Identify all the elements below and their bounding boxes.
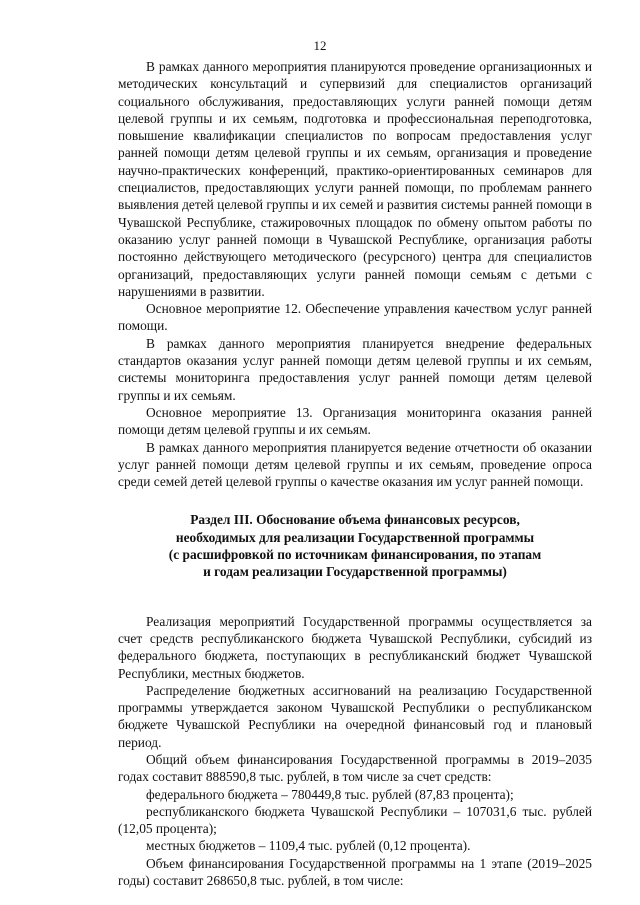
funding-item-federal: федерального бюджета – 780449,8 тыс. рублей (87,83 процента); [146,786,514,802]
paragraph-funding-sources: Реализация мероприятий Государственной программы осуществляется за счет средств республиканского бюджета Чувашской Республики, субсидий из федерального бюджета, поступающих в республиканский бюджет Чувашской Республики, местных бюджетов. [118,613,592,681]
paragraph-budget-allocation: Распределение бюджетных ассигнований на реализацию Государственной программы утверждается законом Чувашской Республики о республиканском бюджете Чувашской Республики на очередной финансовый год и плановый период. [118,682,592,750]
funding-item-republican: республиканского бюджета Чувашской Республики – 107031,6 тыс. рублей (12,05 процента); [118,803,592,837]
paragraph-total-funding: Общий объем финансирования Государственной программы в 2019–2035 годах составит 888590,8 тыс. рублей, в том числе за счет средств: [118,751,592,785]
document-body [118,58,592,889]
section-heading-line: необходимых для реализации Государственной программы [175,529,535,545]
paragraph-event-12-description: В рамках данного мероприятия планируется внедрение федеральных стандартов оказания услуг ранней помощи детям целевой группы и их семьям, системы мониторинга предоставления услуг ранней помощи детям целевой группы и их семьям. [118,335,592,403]
paragraph-stage-1-funding: Объем финансирования Государственной программы на 1 этапе (2019–2025 годы) составит 268650,8 тыс. рублей, в том числе: [118,855,592,889]
section-heading-line: (с расшифровкой по источникам финансирования, по этапам [168,547,542,563]
paragraph-event-13-description: В рамках данного мероприятия планируется ведение отчетности об оказании услуг ранней помощи детям целевой группы и их семьям, проведение опроса среди семей детей целевой группы о качестве оказания им услуг ранней помощи. [118,439,592,490]
section-heading [118,511,592,580]
paragraph-event-12-title: Основное мероприятие 12. Обеспечение управления качеством услуг ранней помощи. [118,301,592,334]
section-heading-line: и годам реализации Государственной программы) [203,564,507,580]
spacer [118,581,592,613]
page-number: 12 [313,38,327,53]
funding-item-local: местных бюджетов – 1109,4 тыс. рублей (0,12 процента). [146,838,471,854]
paragraph-event-11-description: В рамках данного мероприятия планируются проведение организационных и методических консультаций и супервизий для специалистов организаций социального обслуживания, предоставляющих услуги ранней помощи детям целевой группы и их семьям, подготовка и профессиональная переподготовка, повышение квалификации специалистов по вопросам предоставления услуг ранней помощи детям целевой группы и их семьям, организация и проведение научно-практических конференций, практико-ориентированных семинаров для специалистов, предоставляющих услуги ранней помощи, по проблемам раннего выявления детей целевой группы и их семей и развития системы ранней помощи в Чувашской Республике, стажировочных площадок по обмену опытом работы по оказанию услуг ранней помощи в Чувашской Республике, организация работы постоянно действующего методического (ресурсного) центра для специалистов организаций, предоставляющих услуги ранней помощи семьям с детьми с нарушениями в развитии. [118,59,592,299]
paragraph-event-13-title: Основное мероприятие 13. Организация мониторинга оказания ранней помощи детям целевой группы и их семьям. [118,404,592,438]
section-heading-line: Раздел III. Обоснование объема финансовых ресурсов, [190,512,520,528]
spacer [118,490,592,511]
